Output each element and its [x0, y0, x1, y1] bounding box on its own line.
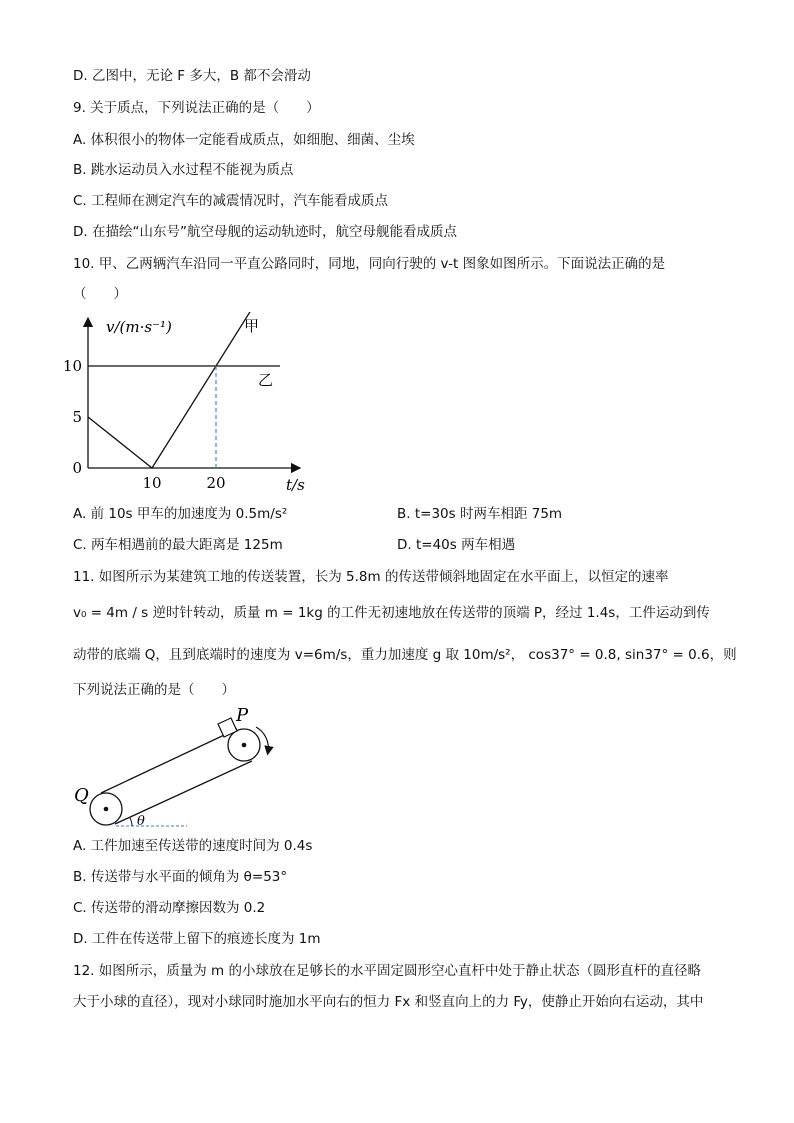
- x-tick-label-20: 20: [206, 474, 226, 492]
- label-p: P: [236, 705, 249, 726]
- label-theta: θ: [137, 814, 145, 829]
- q8-option-d: D. 乙图中，无论 F 多大，B 都不会滑动: [73, 68, 311, 84]
- y-axis-label: v/(m·s⁻¹): [106, 318, 172, 336]
- q11-stem-line2: v₀ = 4m / s 逆时针转动，质量 m = 1kg 的工件无初速地放在传送带的顶端 P，经过 1.4s，工件运动到传: [73, 605, 710, 621]
- q9-option-b: B. 跳水运动员入水过程不能视为质点: [73, 162, 294, 178]
- q10-paren: （ ）: [73, 286, 127, 302]
- q11-option-b: B. 传送带与水平面的倾角为 θ=53°: [73, 869, 288, 885]
- q9-option-d: D. 在描绘“山东号”航空母舰的运动轨迹时，航空母舰能看成质点: [73, 224, 457, 240]
- q10-vt-graph: [60, 312, 320, 497]
- q10-option-d: D. t=40s 两车相遇: [397, 537, 516, 553]
- belt-bottom-edge: [115, 761, 252, 824]
- q9-stem: 9. 关于质点，下列说法正确的是（ ）: [73, 100, 320, 116]
- belt-top-edge: [101, 729, 237, 793]
- q9-option-a: A. 体积很小的物体一定能看成质点，如细胞、细菌、尘埃: [73, 132, 415, 148]
- q12-stem-line2: 大于小球的直径），现对小球同时施加水平向右的恒力 Fx 和竖直向上的力 Fy，使静止开始向右运动，其中: [73, 994, 704, 1010]
- origin-label: 0: [72, 459, 82, 477]
- y-tick-label-5: 5: [72, 408, 82, 426]
- x-axis-label: t/s: [286, 476, 305, 494]
- q11-stem-line1: 11. 如图所示为某建筑工地的传送装置，长为 5.8m 的传送带倾斜地固定在水平面上，以恒定的速率: [73, 569, 669, 585]
- q11-option-d: D. 工件在传送带上留下的痕迹长度为 1m: [73, 931, 321, 947]
- q10-option-b: B. t=30s 时两车相距 75m: [397, 506, 563, 522]
- q11-stem-line3: 动带的底端 Q，且到底端时的速度为 v=6m/s，重力加速度 g 取 10m/s²， cos37° = 0.8, sin37° = 0.6，则: [73, 647, 737, 663]
- q10-option-c: C. 两车相遇前的最大距离是 125m: [73, 537, 283, 553]
- q10-stem: 10. 甲、乙两辆汽车沿同一平直公路同时，同地，同向行驶的 v-t 图象如图所示。下面说法正确的是: [73, 256, 666, 272]
- label-q: Q: [74, 785, 89, 806]
- series-label-yi: 乙: [258, 371, 274, 389]
- angle-arc: [130, 818, 132, 826]
- y-tick-label-10: 10: [62, 357, 82, 375]
- q10-option-a: A. 前 10s 甲车的加速度为 0.5m/s²: [73, 506, 288, 522]
- q11-option-a: A. 工件加速至传送带的速度时间为 0.4s: [73, 838, 313, 854]
- q11-conveyor-diagram: [70, 702, 300, 834]
- series-label-jia: 甲: [244, 317, 260, 335]
- q11-stem-line4: 下列说法正确的是（ ）: [73, 682, 235, 698]
- q9-option-c: C. 工程师在测定汽车的减震情况时，汽车能看成质点: [73, 193, 389, 209]
- q11-option-c: C. 传送带的滑动摩擦因数为 0.2: [73, 900, 266, 916]
- x-tick-label-10: 10: [142, 474, 162, 492]
- q12-stem-line1: 12. 如图所示，质量为 m 的小球放在足够长的水平固定圆形空心直杆中处于静止状态（圆形直杆的直径略: [73, 963, 701, 979]
